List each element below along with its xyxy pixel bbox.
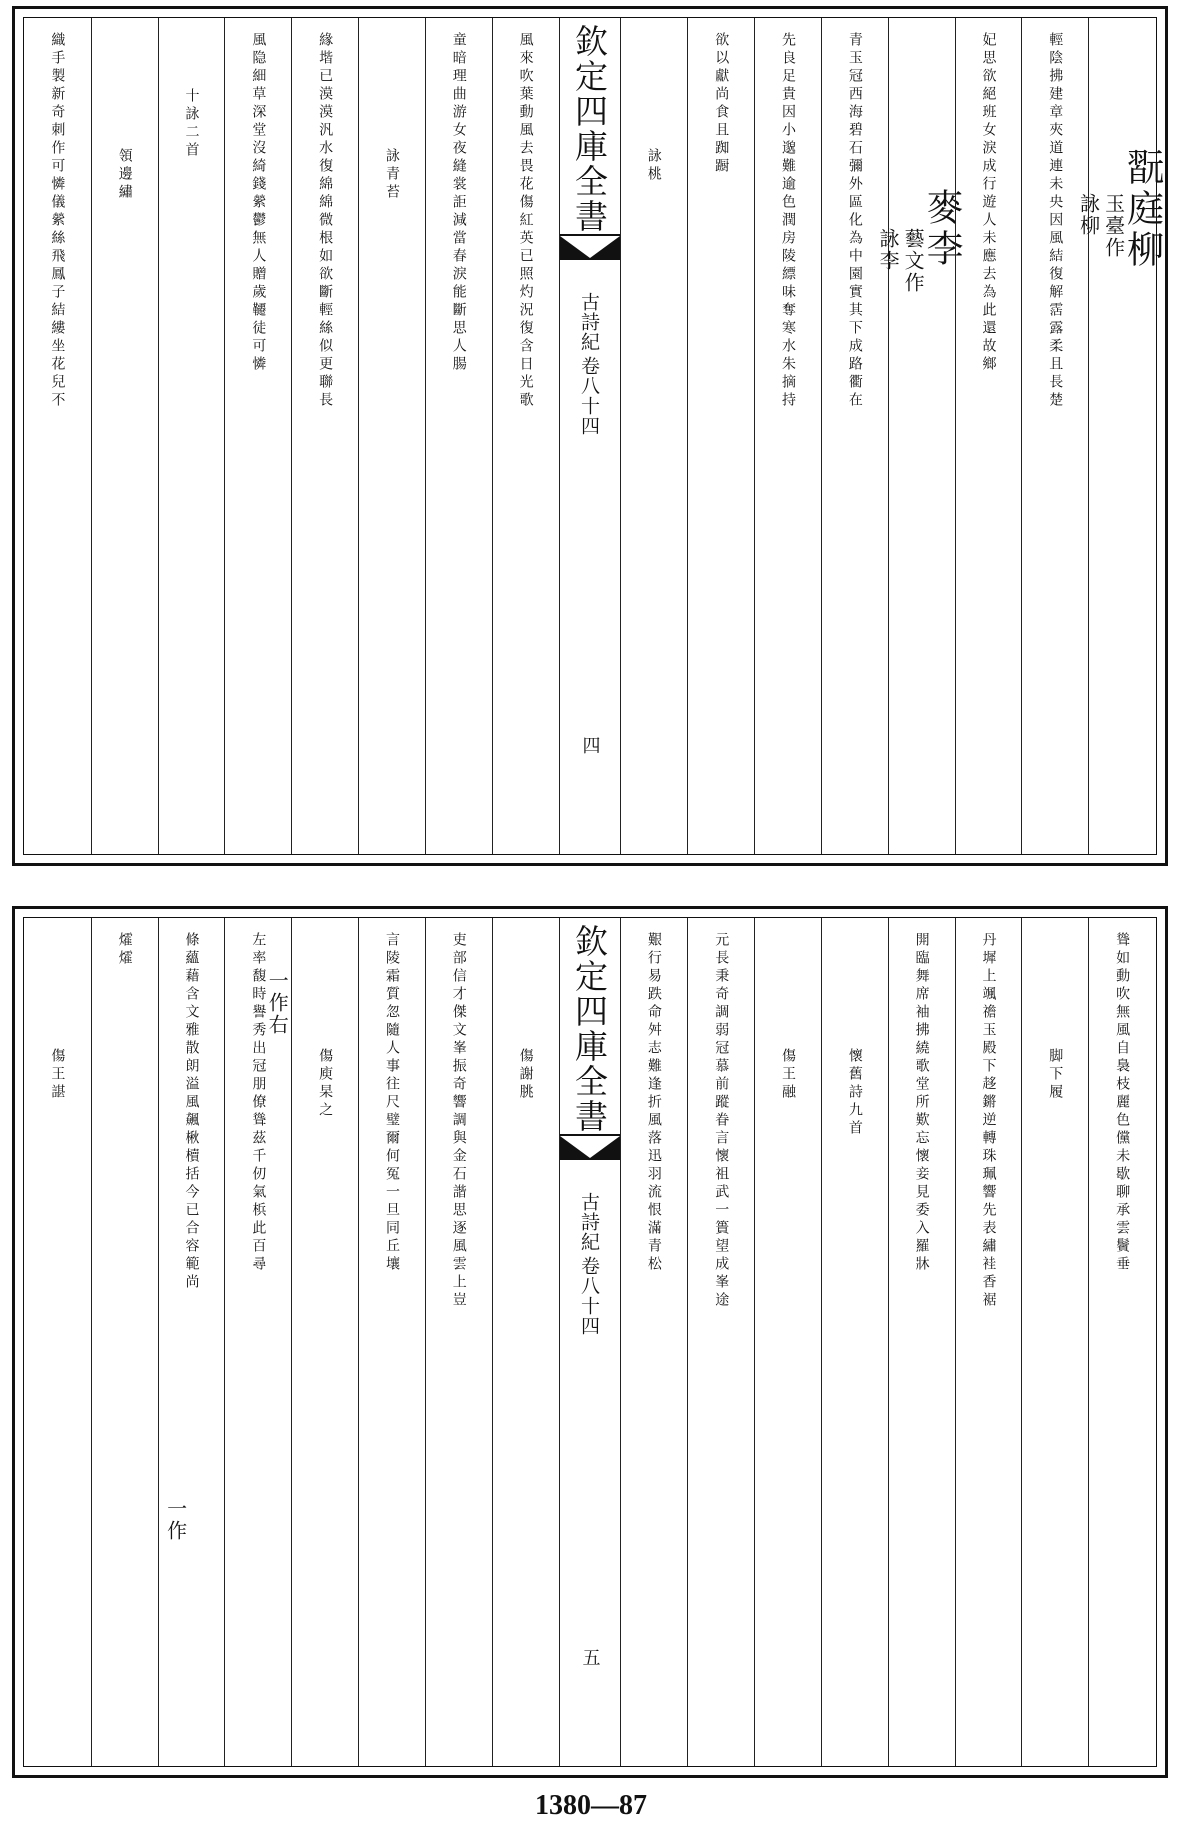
verse-line: 風來吹葉動風去畏花傷紅英已照灼況復含日光歌 bbox=[517, 32, 534, 410]
poem-title: 脚下履 bbox=[1047, 1048, 1064, 1102]
text-column bbox=[91, 18, 158, 854]
interlinear-note: 玉臺作 bbox=[1101, 193, 1126, 259]
center-gutter bbox=[559, 918, 621, 1766]
volume-info bbox=[576, 1192, 603, 1336]
verse-line: 左率馥時譽秀出冠朋僚聳茲千仞氣梹此百尋 bbox=[250, 932, 267, 1274]
text-column bbox=[425, 918, 492, 1766]
poem-title: 領邊繡 bbox=[116, 148, 133, 202]
interlinear-note: 詠李 bbox=[876, 228, 901, 272]
interlinear-note: 一作右 bbox=[265, 970, 290, 1036]
verse-line: 吏部信才傑文峯振奇響調與金石諧思逐風雲上豈 bbox=[450, 932, 467, 1310]
page-bottom bbox=[12, 906, 1168, 1778]
verse-line: 條蘊藉含文雅散朗溢風飆楸櫝括今已合容範尚 bbox=[183, 932, 200, 1292]
leaf-number: 四 bbox=[579, 736, 601, 754]
text-column bbox=[24, 18, 91, 854]
collection-name: 古詩紀 bbox=[578, 1192, 600, 1252]
page-top bbox=[12, 6, 1168, 866]
verse-line: 欲以獻尚食且踟蹰 bbox=[713, 32, 730, 176]
volume-number: 卷八十四 bbox=[578, 1256, 600, 1336]
text-column bbox=[358, 18, 425, 854]
verse-line: 聳如動吹無風自裊枝麗色儻未歇聊承雲鬢垂 bbox=[1114, 932, 1131, 1274]
text-column bbox=[821, 918, 888, 1766]
text-column bbox=[358, 918, 425, 1766]
catalog-number: 1380—87 bbox=[535, 1790, 647, 1821]
book-title: 欽定四庫全書 bbox=[570, 24, 609, 234]
text-column bbox=[955, 918, 1022, 1766]
text-column bbox=[1088, 918, 1155, 1766]
verse-line: 妃思欲絕班女淚成行遊人未應去為此還故鄉 bbox=[980, 32, 997, 374]
text-column bbox=[687, 918, 754, 1766]
text-column bbox=[1076, 18, 1164, 854]
verse-line: 丹墀上颯䄡玉殿下趍鏘逆轉珠珮響先表繡袿香裾 bbox=[980, 932, 997, 1310]
text-column bbox=[1021, 918, 1088, 1766]
text-column bbox=[888, 918, 955, 1766]
verse-line: 緣堦已漠漠汎水復綿綿微根如欲斷輕絲似更聯長 bbox=[317, 32, 334, 410]
verse-line: 輕陰拂建章夾道連未央因風結復解霑露柔且長楚 bbox=[1047, 32, 1064, 410]
interlinear-note: 一作 bbox=[163, 1498, 188, 1542]
interlinear-note: 詠柳 bbox=[1076, 193, 1101, 237]
text-column bbox=[425, 18, 492, 854]
text-column bbox=[224, 918, 291, 1766]
text-column bbox=[687, 18, 754, 854]
poem-title: 傷庾杲之 bbox=[317, 1048, 334, 1120]
verse-line: 元長秉奇調弱冠慕前蹤眷言懷祖武一簣望成峯途 bbox=[713, 932, 730, 1310]
text-column bbox=[291, 18, 358, 854]
text-column bbox=[754, 918, 821, 1766]
verse-line: 風隐細草深堂沒綺錢縈鬱無人贈歲韆徒可憐 bbox=[250, 32, 267, 374]
text-column bbox=[876, 18, 964, 854]
text-column bbox=[492, 18, 559, 854]
poem-title: 詠桃 bbox=[645, 148, 662, 184]
text-column bbox=[621, 18, 688, 854]
volume-number: 卷八十四 bbox=[578, 356, 600, 436]
text-column bbox=[621, 918, 688, 1766]
volume-info bbox=[576, 292, 603, 436]
verse-line: 青玉冠西海碧石彌外區化為中園實其下成路衢在 bbox=[846, 32, 863, 410]
fishtail-mark bbox=[560, 1134, 620, 1184]
interlinear-note: 藝文作 bbox=[901, 228, 926, 294]
poem-title: 傷王諶 bbox=[49, 1048, 66, 1102]
poem-title: 麥李 bbox=[920, 188, 964, 270]
book-title: 欽定四庫全書 bbox=[570, 924, 609, 1134]
text-column bbox=[955, 18, 1022, 854]
text-column bbox=[291, 918, 358, 1766]
poem-title: 懷舊詩九首 bbox=[846, 1048, 863, 1138]
text-column bbox=[754, 18, 821, 854]
poem-title: 翫庭柳 bbox=[1120, 148, 1164, 271]
page-top-frame bbox=[23, 17, 1164, 855]
poem-title: 十詠二首 bbox=[183, 88, 200, 160]
poem-title: 詠青苔 bbox=[383, 148, 400, 202]
verse-line: 㸌㸌 bbox=[116, 932, 133, 968]
text-column bbox=[91, 918, 158, 1766]
verse-line: 童暗理曲游女夜縫裳詎減當春淚能斷思人腸 bbox=[450, 32, 467, 374]
center-gutter bbox=[559, 18, 621, 854]
text-column bbox=[492, 918, 559, 1766]
text-column bbox=[24, 918, 91, 1766]
verse-line: 開臨舞席袖拂繞歌堂所歎忘懷妾見委入羅牀 bbox=[913, 932, 930, 1274]
text-column bbox=[158, 918, 225, 1766]
verse-line: 織手製新奇刺作可憐儀縈絲飛鳳子結縷坐花兒不 bbox=[49, 32, 66, 410]
verse-line: 艱行易跌命舛志難逢折風落迅羽流恨滿青松 bbox=[645, 932, 662, 1274]
poem-title: 傷王融 bbox=[780, 1048, 797, 1102]
text-column bbox=[158, 18, 225, 854]
collection-name: 古詩紀 bbox=[578, 292, 600, 352]
verse-line: 先良足貴因小邈難逾色潤房陵縹味奪寒水朱摘持 bbox=[780, 32, 797, 410]
page-bottom-frame bbox=[23, 917, 1157, 1767]
poem-title: 傷謝朓 bbox=[517, 1048, 534, 1102]
fishtail-mark bbox=[560, 234, 620, 284]
text-column bbox=[224, 18, 291, 854]
verse-line: 言陵霜質忽隨人事往尺璧爾何冤一旦同丘壤 bbox=[383, 932, 400, 1274]
leaf-number: 五 bbox=[579, 1648, 601, 1666]
